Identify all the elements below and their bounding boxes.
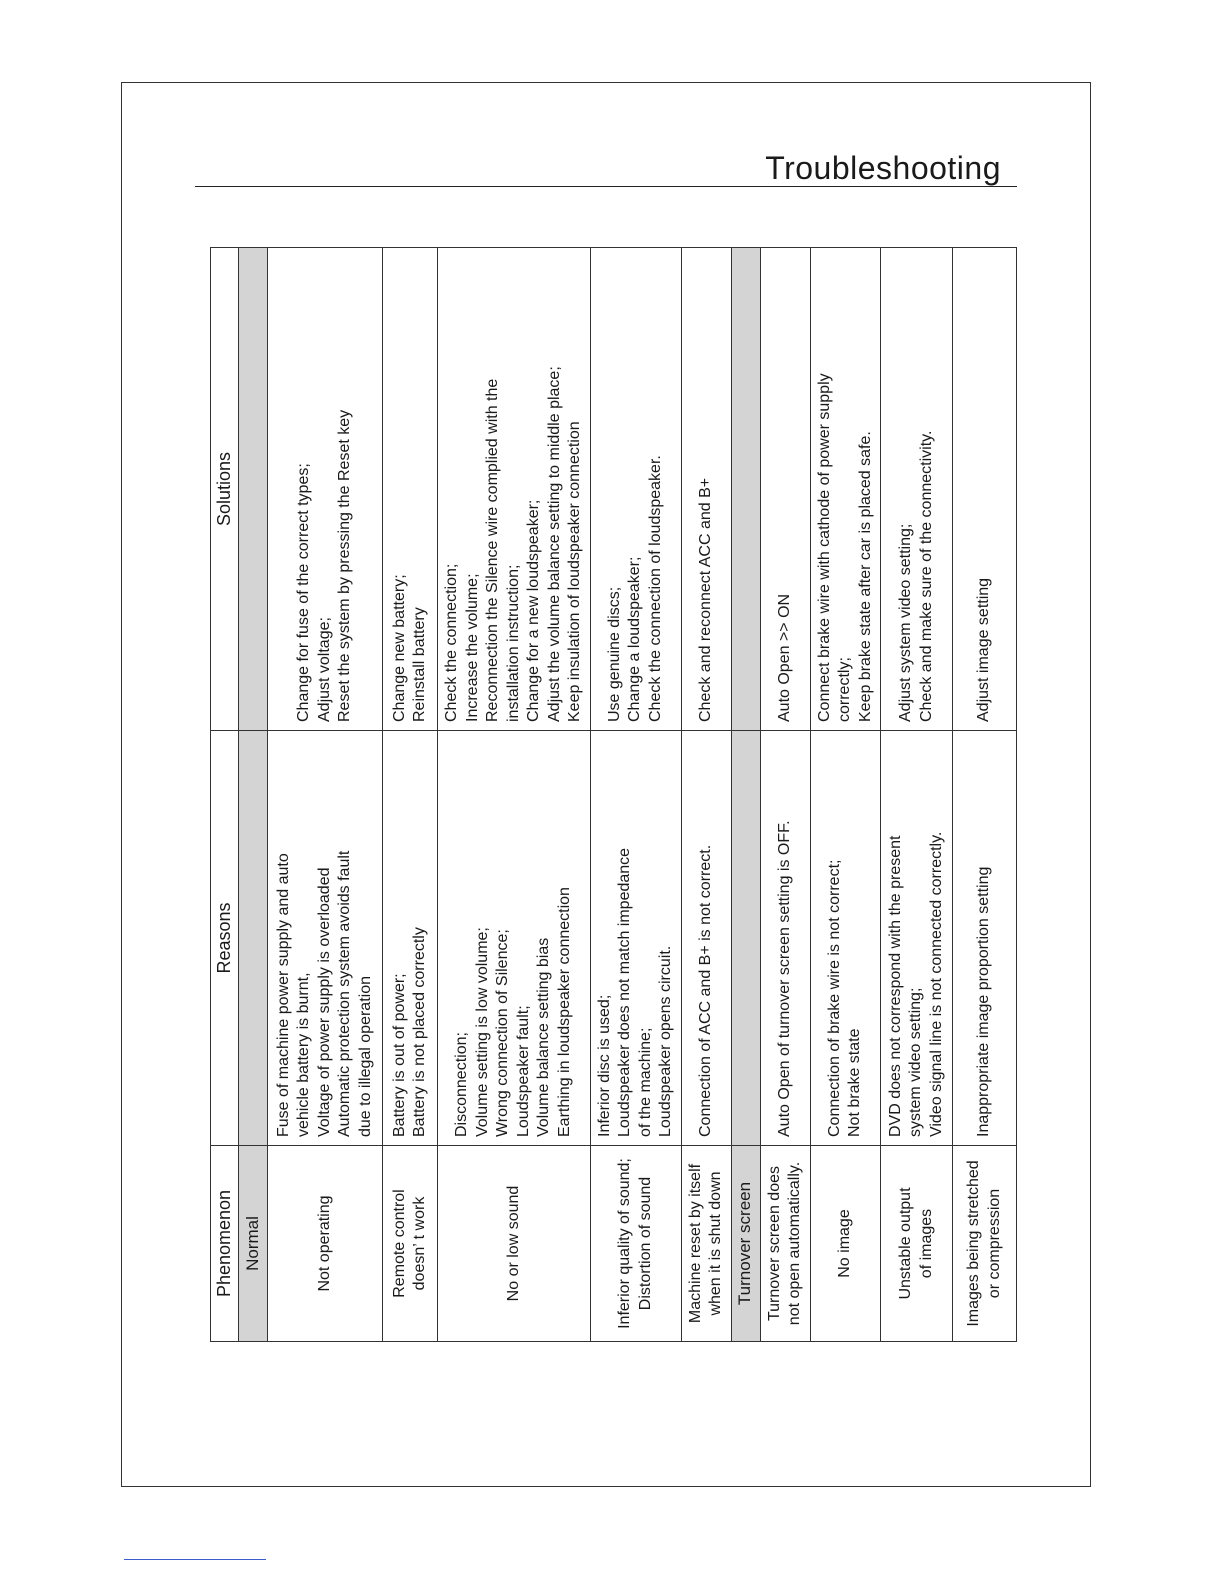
section-blank-cell (731, 731, 760, 1146)
cell-line: Change for fuse of the correct types; (295, 463, 313, 722)
section-label: Normal (239, 1146, 268, 1342)
section-blank-cell (239, 248, 268, 731)
cell-line: Connection of brake wire is not correct; (825, 859, 843, 1137)
cell-line: Volume balance setting bias (535, 937, 553, 1137)
cell-line: Keep brake state after car is placed safe. (856, 431, 874, 722)
cell-line: Volume setting is low volume; (473, 927, 491, 1137)
header-phenomenon: Phenomenon (211, 1146, 239, 1342)
cell-line: or compression (985, 1188, 1003, 1299)
cell-line: Images being stretched (965, 1160, 982, 1327)
phenomenon-cell (810, 1146, 881, 1342)
cell-line: Auto Open >> ON (775, 593, 793, 722)
solutions-cell (760, 248, 810, 731)
reasons-cell (383, 731, 438, 1146)
reasons-cell (681, 731, 731, 1146)
solutions-cell (681, 248, 731, 731)
cell-line: Not operating (315, 1195, 333, 1292)
table-row (383, 248, 438, 1342)
footer-link-underline (124, 1559, 266, 1560)
cell-line: vehicle battery is burnt, (295, 972, 313, 1137)
solutions-cell (953, 248, 1017, 731)
cell-line: Distortion of sound (636, 1176, 654, 1311)
cell-line: Check the connection; (443, 563, 460, 722)
cell-line: Reinstall battery (411, 607, 428, 722)
title-divider (195, 186, 1017, 187)
cell-line: Check and make sure of the connectivity. (917, 430, 935, 722)
cell-line: Adjust image setting (975, 577, 993, 722)
cell-line: not open automatically. (786, 1161, 803, 1326)
table-row (590, 248, 681, 1342)
cell-line: Keep insulation of loudspeaker connection (566, 421, 583, 722)
cell-line: No or low sound (504, 1185, 522, 1302)
cell-line: Video signal line is not connected correctly. (927, 831, 945, 1137)
cell-line: correctly; (836, 657, 853, 722)
cell-line: Remote control (390, 1189, 408, 1298)
cell-line: Battery is not placed correctly (411, 927, 428, 1137)
cell-line: doesn’ t work (411, 1196, 428, 1291)
table-row (268, 248, 383, 1342)
cell-line: Connect brake wire with cathode of power supply (815, 373, 833, 722)
reasons-cell (881, 731, 953, 1146)
troubleshooting-table (210, 247, 1017, 1342)
cell-line: Inferior disc is used; (595, 994, 613, 1137)
solutions-cell (881, 248, 953, 731)
section-row (239, 248, 268, 1342)
troubleshooting-table-rotated (210, 248, 1003, 1342)
cell-line: of images (917, 1208, 935, 1279)
cell-line: Auto Open of turnover screen setting is OFF. (775, 820, 793, 1137)
page-title: Troubleshooting (765, 150, 1001, 186)
reasons-cell (953, 731, 1017, 1146)
header-row (211, 248, 239, 1342)
solutions-cell (438, 248, 591, 731)
cell-line: Change for a new loudspeaker; (525, 499, 542, 722)
table-row (810, 248, 881, 1342)
section-blank-cell (731, 248, 760, 731)
cell-line: Loudspeaker opens circuit. (657, 945, 674, 1137)
phenomenon-cell (590, 1146, 681, 1342)
cell-line: installation instruction; (504, 564, 522, 722)
solutions-cell (268, 248, 383, 731)
table-row (881, 248, 953, 1342)
cell-line: due to illegal operation (356, 975, 374, 1137)
phenomenon-cell (760, 1146, 810, 1342)
table-row (953, 248, 1017, 1342)
header-solutions: Solutions (211, 248, 239, 731)
cell-line: Reset the system by pressing the Reset key (336, 409, 354, 722)
solutions-cell (383, 248, 438, 731)
cell-line: DVD does not correspond with the present (886, 835, 904, 1137)
reasons-cell (760, 731, 810, 1146)
cell-line: Turnover screen does (765, 1165, 783, 1322)
cell-line: Connection of ACC and B+ is not correct. (696, 844, 714, 1137)
phenomenon-cell (268, 1146, 383, 1342)
cell-line: Voltage of power supply is overloaded (315, 867, 333, 1137)
cell-line: Adjust system video setting; (897, 523, 914, 722)
cell-line: Loudspeaker fault; (514, 1005, 532, 1137)
phenomenon-cell (383, 1146, 438, 1342)
cell-line: Loudspeaker does not match impedance (616, 847, 633, 1137)
reasons-cell (590, 731, 681, 1146)
cell-line: Check and reconnect ACC and B+ (696, 477, 714, 722)
reasons-cell (438, 731, 591, 1146)
phenomenon-cell (438, 1146, 591, 1342)
cell-line: Inappropriate image proportion setting (975, 866, 993, 1137)
reasons-cell (268, 731, 383, 1146)
cell-line: Inferior quality of sound; (616, 1158, 633, 1329)
cell-line: Wrong connection of Silence; (494, 929, 512, 1137)
cell-line: Unstable output (897, 1187, 914, 1300)
cell-line: Adjust the volume balance setting to middle place; (545, 366, 563, 722)
table-row (760, 248, 810, 1342)
cell-line: Change a loudspeaker; (626, 556, 644, 722)
phenomenon-cell (681, 1146, 731, 1342)
table-row (681, 248, 731, 1342)
section-label: Turnover screen (731, 1146, 760, 1342)
section-row (731, 248, 760, 1342)
cell-line: Use genuine discs; (605, 586, 623, 722)
cell-line: system video setting; (907, 987, 925, 1137)
cell-line: Earthing in loudspeaker connection (555, 887, 573, 1137)
cell-line: Fuse of machine power supply and auto (274, 853, 292, 1137)
phenomenon-cell (881, 1146, 953, 1342)
table-row (438, 248, 591, 1342)
cell-line: Check the connection of loudspeaker. (646, 455, 664, 722)
solutions-cell (590, 248, 681, 731)
cell-line: Automatic protection system avoids fault (336, 850, 354, 1137)
cell-line: Disconnection; (453, 1032, 471, 1137)
phenomenon-cell (953, 1146, 1017, 1342)
section-blank-cell (239, 731, 268, 1146)
cell-line: of the machine; (636, 1027, 654, 1137)
cell-line: No image (836, 1209, 853, 1278)
cell-line: when it is shut down (707, 1171, 724, 1316)
cell-line: Battery is out of power; (390, 973, 408, 1137)
cell-line: Change new battery; (390, 574, 408, 722)
cell-line: Adjust voltage; (315, 617, 333, 722)
header-reasons: Reasons (211, 731, 239, 1146)
reasons-cell (810, 731, 881, 1146)
solutions-cell (810, 248, 881, 731)
cell-line: Not brake state (846, 1028, 864, 1137)
cell-line: Increase the volume; (463, 573, 481, 722)
cell-line: Reconnection the Silence wire complied with the (484, 378, 501, 722)
cell-line: Machine reset by itself (686, 1163, 704, 1324)
